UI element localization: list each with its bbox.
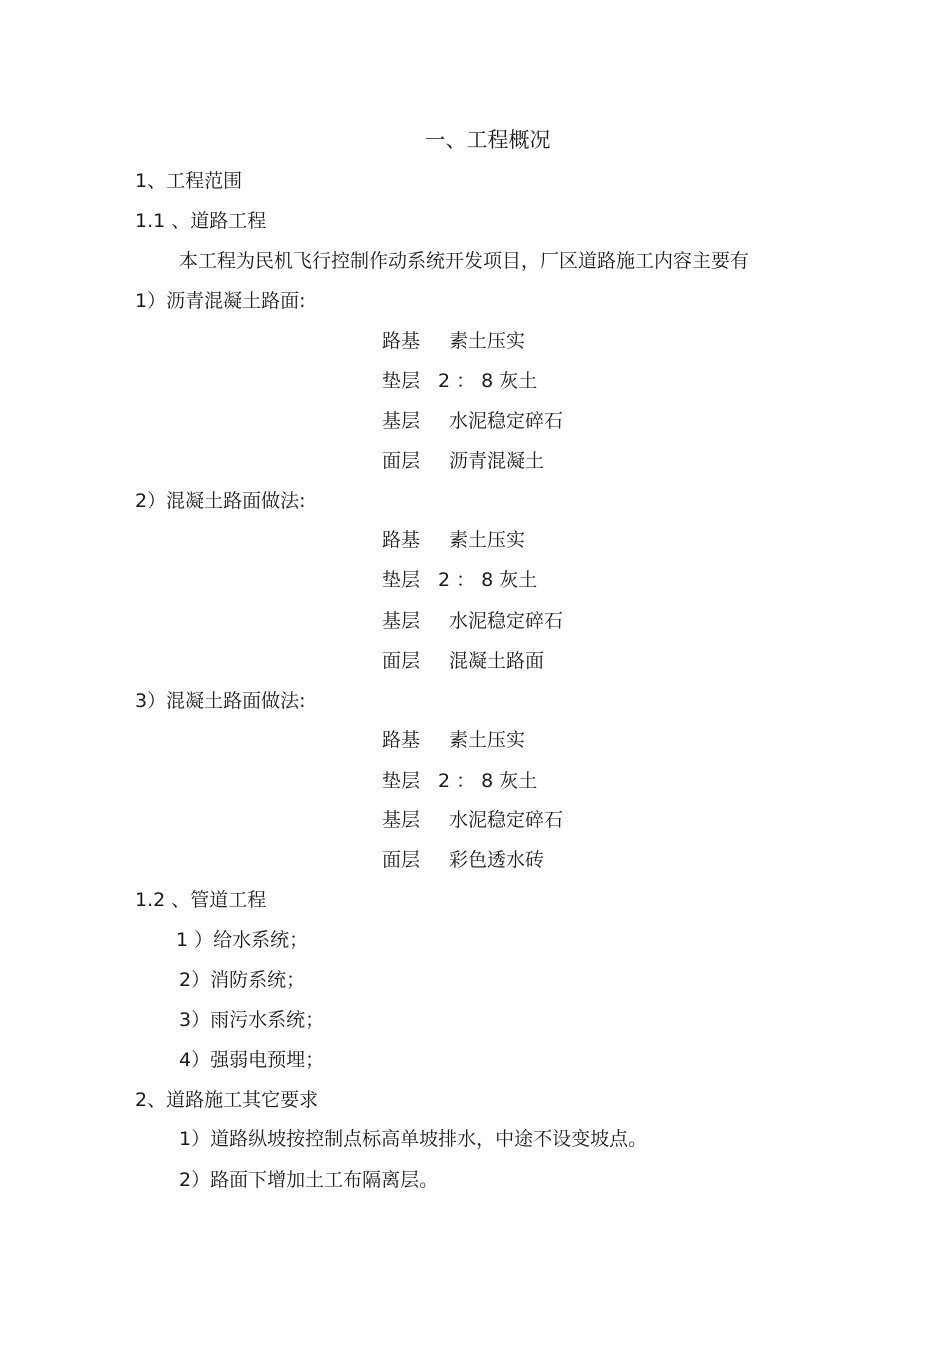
layer-value: 水泥稳定碎石 — [449, 809, 564, 831]
section-1-1-intro: 本工程为民机飞行控制作动系统开发项目，厂区道路施工内容主要有 — [179, 250, 750, 272]
layer-value: 素土压实 — [449, 330, 526, 352]
layer-row — [382, 369, 537, 393]
section-1-1-heading: 1.1 、道路工程 — [135, 210, 267, 232]
layer-name: 垫层 — [382, 569, 421, 591]
pipeline-item: 2）消防系统； — [179, 969, 306, 991]
layer-row — [382, 728, 525, 752]
layer-value: 素土压实 — [449, 529, 526, 551]
layer-name: 基层 — [382, 809, 421, 831]
layer-row — [382, 449, 544, 473]
layer-value: 水泥稳定碎石 — [449, 610, 564, 632]
pipeline-item: 1 ）给水系统； — [176, 929, 309, 951]
layer-value: 素土压实 — [449, 729, 526, 751]
section-1-2-heading: 1.2 、管道工程 — [135, 889, 267, 911]
layer-name: 路基 — [382, 729, 421, 751]
layer-value: 2 ： 8 灰土 — [438, 770, 538, 792]
layer-value: 2 ： 8 灰土 — [438, 370, 538, 392]
layer-row — [382, 528, 525, 552]
layer-name: 路基 — [382, 529, 421, 551]
requirement-item: 1）道路纵坡按控制点标高单坡排水，中途不设变坡点。 — [179, 1128, 648, 1150]
layer-value: 混凝土路面 — [449, 650, 545, 672]
layer-value: 水泥稳定碎石 — [449, 410, 564, 432]
section-2-heading: 2、道路施工其它要求 — [135, 1089, 319, 1111]
pipeline-item: 4）强弱电预埋； — [179, 1049, 325, 1071]
road-type-3-heading: 3）混凝土路面做法: — [135, 690, 306, 712]
layer-name: 面层 — [382, 849, 421, 871]
layer-value: 沥青混凝土 — [449, 450, 545, 472]
layer-row — [382, 609, 563, 633]
road-type-1-heading: 1）沥青混凝土路面: — [135, 290, 306, 312]
layer-row — [382, 568, 537, 592]
pipeline-item: 3）雨污水系统； — [179, 1009, 325, 1031]
requirement-item: 2）路面下增加土工布隔离层。 — [179, 1169, 439, 1191]
section-1-heading: 1、工程范围 — [135, 170, 243, 192]
layer-row — [382, 649, 544, 673]
layer-row — [382, 409, 563, 433]
layer-name: 面层 — [382, 450, 421, 472]
layer-row — [382, 329, 525, 353]
layer-value: 彩色透水砖 — [449, 849, 545, 871]
page-title: 一、工程概况 — [424, 128, 551, 152]
layer-row — [382, 848, 544, 872]
layer-row — [382, 808, 563, 832]
layer-name: 面层 — [382, 650, 421, 672]
layer-name: 垫层 — [382, 770, 421, 792]
layer-name: 路基 — [382, 330, 421, 352]
layer-row — [382, 769, 537, 793]
layer-name: 基层 — [382, 410, 421, 432]
layer-name: 垫层 — [382, 370, 421, 392]
layer-value: 2 ： 8 灰土 — [438, 569, 538, 591]
road-type-2-heading: 2）混凝土路面做法: — [135, 490, 306, 512]
layer-name: 基层 — [382, 610, 421, 632]
